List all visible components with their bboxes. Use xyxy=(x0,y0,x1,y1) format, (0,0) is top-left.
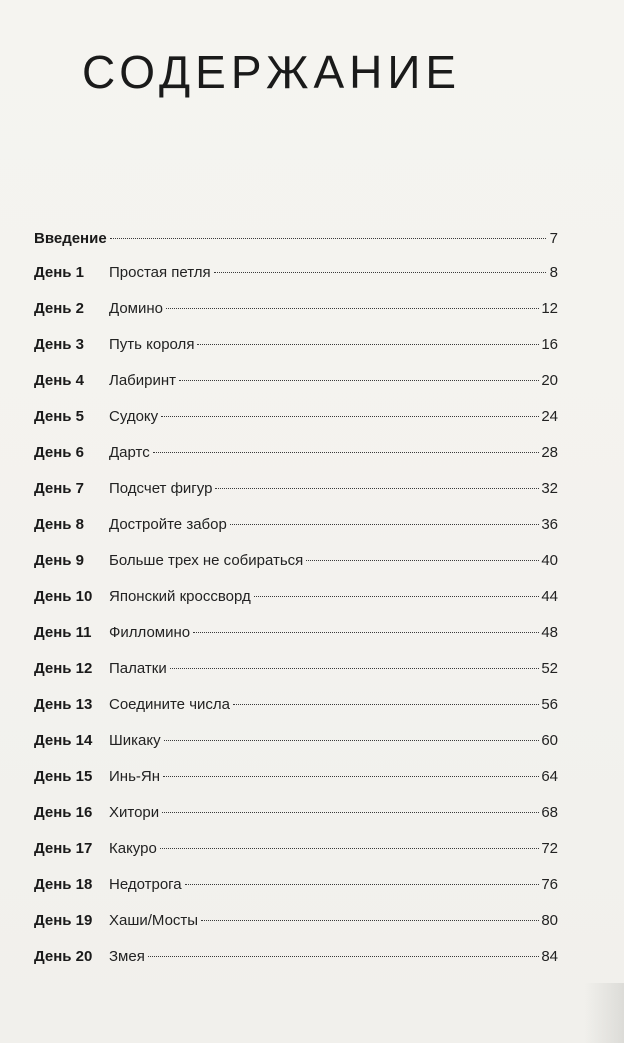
toc-day-label: День 1 xyxy=(34,264,85,281)
dot-leader xyxy=(148,956,539,957)
toc-entry xyxy=(34,260,558,296)
toc-day-label: День 6 xyxy=(34,444,85,461)
toc-entry xyxy=(34,512,558,548)
toc-day-label: День 14 xyxy=(34,732,93,749)
toc-day-label: День 9 xyxy=(34,552,85,569)
toc-entry xyxy=(34,296,558,332)
toc-day-label: День 19 xyxy=(34,912,93,929)
toc-day-label: День 10 xyxy=(34,588,93,605)
toc-page-number: 44 xyxy=(541,588,558,605)
toc-page-number: 80 xyxy=(541,912,558,929)
toc-page-number: 40 xyxy=(541,552,558,569)
toc-page-number: 84 xyxy=(541,948,558,965)
toc-puzzle-name: Филломино xyxy=(109,624,191,641)
dot-leader xyxy=(163,776,539,777)
toc-puzzle-name: Лабиринт xyxy=(109,372,177,389)
toc-puzzle-name: Дартс xyxy=(109,444,150,461)
toc-page-number: 64 xyxy=(541,768,558,785)
toc-page-number: 24 xyxy=(541,408,558,425)
toc-page-number: 7 xyxy=(549,230,558,247)
toc-entry xyxy=(34,728,558,764)
toc-day-label: День 20 xyxy=(34,948,93,965)
toc-page-number: 28 xyxy=(541,444,558,461)
toc-page-number: 72 xyxy=(541,840,558,857)
toc-entry xyxy=(34,476,558,512)
dot-leader xyxy=(254,596,540,597)
toc-intro-label: Введение xyxy=(34,230,107,247)
toc-entry xyxy=(34,620,558,656)
toc-day-label: День 5 xyxy=(34,408,85,425)
toc-entry xyxy=(34,692,558,728)
toc-puzzle-name: Путь короля xyxy=(109,336,195,353)
toc-page-number: 12 xyxy=(541,300,558,317)
dot-leader xyxy=(161,416,539,417)
toc-puzzle-name: Хаши/Мосты xyxy=(109,912,199,929)
toc-puzzle-name: Инь-Ян xyxy=(109,768,160,785)
toc-page-number: 8 xyxy=(549,264,558,281)
dot-leader xyxy=(215,488,539,489)
table-of-contents xyxy=(34,226,558,980)
dot-leader xyxy=(230,524,540,525)
toc-page-number: 32 xyxy=(541,480,558,497)
toc-puzzle-name: Соедините числа xyxy=(109,696,230,713)
toc-day-label: День 16 xyxy=(34,804,93,821)
toc-entry xyxy=(34,332,558,368)
toc-puzzle-name: Больше трех не собираться xyxy=(109,552,304,569)
dot-leader xyxy=(160,848,539,849)
dot-leader xyxy=(110,238,546,239)
dot-leader xyxy=(162,812,539,813)
dot-leader xyxy=(170,668,540,669)
toc-page-number: 36 xyxy=(541,516,558,533)
toc-puzzle-name: Шикаку xyxy=(109,732,161,749)
toc-entry xyxy=(34,656,558,692)
page-corner-shadow xyxy=(584,983,624,1043)
toc-puzzle-name: Какуро xyxy=(109,840,157,857)
toc-puzzle-name: Простая петля xyxy=(109,264,211,281)
toc-day-label: День 18 xyxy=(34,876,93,893)
toc-day-label: День 3 xyxy=(34,336,85,353)
dot-leader xyxy=(214,272,546,273)
toc-page-number: 20 xyxy=(541,372,558,389)
toc-page-number: 52 xyxy=(541,660,558,677)
toc-puzzle-name: Подсчет фигур xyxy=(109,480,213,497)
toc-entry xyxy=(34,440,558,476)
toc-page-number: 48 xyxy=(541,624,558,641)
toc-day-label: День 17 xyxy=(34,840,93,857)
toc-page-number: 76 xyxy=(541,876,558,893)
toc-day-label: День 7 xyxy=(34,480,85,497)
toc-puzzle-name: Змея xyxy=(109,948,145,965)
dot-leader xyxy=(233,704,539,705)
toc-day-label: День 15 xyxy=(34,768,93,785)
toc-puzzle-name: Палатки xyxy=(109,660,167,677)
toc-day-label: День 12 xyxy=(34,660,93,677)
toc-page-number: 68 xyxy=(541,804,558,821)
toc-entry xyxy=(34,800,558,836)
toc-page-number: 56 xyxy=(541,696,558,713)
toc-puzzle-name: Достройте забор xyxy=(109,516,227,533)
toc-entry xyxy=(34,836,558,872)
toc-puzzle-name: Японский кроссворд xyxy=(109,588,251,605)
toc-puzzle-name: Хитори xyxy=(109,804,160,821)
toc-entry xyxy=(34,368,558,404)
dot-leader xyxy=(179,380,539,381)
toc-entry xyxy=(34,944,558,980)
toc-entry xyxy=(34,584,558,620)
toc-entry xyxy=(34,404,558,440)
dot-leader xyxy=(164,740,540,741)
toc-puzzle-name: Судоку xyxy=(109,408,159,425)
toc-page-number: 16 xyxy=(541,336,558,353)
dot-leader xyxy=(201,920,539,921)
toc-puzzle-name: Недотрога xyxy=(109,876,182,893)
toc-entry xyxy=(34,908,558,944)
toc-entry xyxy=(34,764,558,800)
toc-entry xyxy=(34,872,558,908)
toc-day-label: День 13 xyxy=(34,696,93,713)
dot-leader xyxy=(197,344,539,345)
dot-leader xyxy=(306,560,539,561)
dot-leader xyxy=(153,452,540,453)
toc-day-label: День 8 xyxy=(34,516,85,533)
dot-leader xyxy=(193,632,539,633)
toc-entry-intro xyxy=(34,226,558,260)
page-title: СОДЕРЖАНИЕ xyxy=(82,46,462,98)
dot-leader xyxy=(185,884,540,885)
toc-puzzle-name: Домино xyxy=(109,300,163,317)
toc-entry xyxy=(34,548,558,584)
toc-day-label: День 2 xyxy=(34,300,85,317)
dot-leader xyxy=(166,308,539,309)
toc-day-label: День 4 xyxy=(34,372,85,389)
toc-day-label: День 11 xyxy=(34,624,92,641)
toc-page-number: 60 xyxy=(541,732,558,749)
